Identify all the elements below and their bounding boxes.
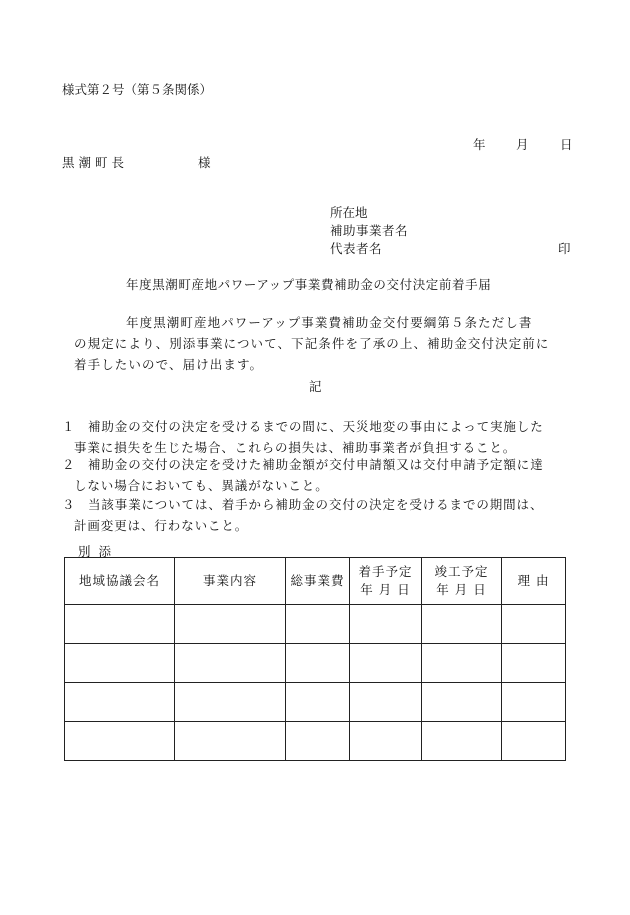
date-year-label: 年 bbox=[473, 137, 486, 152]
table-cell[interactable] bbox=[422, 722, 502, 761]
table-cell[interactable] bbox=[350, 683, 422, 722]
header-total-cost: 総事業費 bbox=[286, 558, 350, 605]
condition-number: ３ bbox=[62, 497, 76, 512]
date-day-label: 日 bbox=[560, 137, 573, 152]
table-cell[interactable] bbox=[286, 644, 350, 683]
header-reason: 理 由 bbox=[502, 558, 566, 605]
table-row bbox=[65, 605, 566, 644]
attachment-label: 別添 bbox=[78, 544, 120, 559]
addressee-honorific: 様 bbox=[198, 155, 211, 170]
table-cell[interactable] bbox=[286, 605, 350, 644]
condition-text-cont: 事業に損失を生じた場合、これらの損失は、補助事業者が負担すること。 bbox=[74, 440, 517, 455]
table-cell[interactable] bbox=[502, 644, 566, 683]
table-cell[interactable] bbox=[175, 605, 286, 644]
applicant-name-label: 補助事業者名 bbox=[330, 223, 409, 238]
condition-item bbox=[62, 454, 582, 496]
body-line-3: 着手したいので、届け出ます。 bbox=[74, 357, 264, 372]
table-header-row bbox=[65, 558, 566, 605]
applicant-representative-label: 代表者名 bbox=[330, 241, 383, 256]
addressee: 黒潮町長 bbox=[62, 155, 129, 170]
condition-text: 補助金の交付の決定を受けるまでの間に、天災地変の事由によって実施した bbox=[88, 419, 544, 434]
table-cell[interactable] bbox=[175, 644, 286, 683]
condition-text-cont: しない場合においても、異議がないこと。 bbox=[74, 478, 329, 493]
table-cell[interactable] bbox=[422, 644, 502, 683]
condition-text: 当該事業については、着手から補助金の交付の決定を受けるまでの期間は、 bbox=[88, 497, 544, 512]
table-cell[interactable] bbox=[65, 605, 175, 644]
header-completion-date: 竣工予定 年 月 日 bbox=[422, 558, 502, 605]
applicant-address-label: 所在地 bbox=[330, 205, 368, 220]
condition-text: 補助金の交付の決定を受けた補助金額が交付申請額又は交付申請予定額に達 bbox=[88, 457, 544, 472]
seal-mark: 印 bbox=[558, 241, 571, 256]
header-start-date: 着手予定 年 月 日 bbox=[350, 558, 422, 605]
condition-number: ２ bbox=[62, 457, 76, 472]
body-line-2: の規定により、別添事業について、下記条件を了承の上、補助金交付決定前に bbox=[74, 336, 550, 351]
table-cell[interactable] bbox=[350, 644, 422, 683]
table-row bbox=[65, 722, 566, 761]
condition-item bbox=[62, 416, 582, 458]
table-row bbox=[65, 644, 566, 683]
header-council-name: 地域協議会名 bbox=[65, 558, 175, 605]
table-cell[interactable] bbox=[350, 722, 422, 761]
table-cell[interactable] bbox=[65, 644, 175, 683]
table-cell[interactable] bbox=[502, 605, 566, 644]
document-title: 年度黒潮町産地パワーアップ事業費補助金の交付決定前着手届 bbox=[126, 277, 492, 292]
table-cell[interactable] bbox=[175, 683, 286, 722]
table-cell[interactable] bbox=[286, 722, 350, 761]
body-paragraph bbox=[74, 312, 580, 375]
table-cell[interactable] bbox=[502, 722, 566, 761]
table-row bbox=[65, 683, 566, 722]
table-cell[interactable] bbox=[175, 722, 286, 761]
table-cell[interactable] bbox=[65, 722, 175, 761]
table-cell[interactable] bbox=[422, 605, 502, 644]
table-cell[interactable] bbox=[502, 683, 566, 722]
condition-number: １ bbox=[62, 419, 76, 434]
table-cell[interactable] bbox=[350, 605, 422, 644]
attachment-table bbox=[64, 557, 566, 761]
body-line-1: 年度黒潮町産地パワーアップ事業費補助金交付要綱第５条ただし書 bbox=[126, 315, 533, 330]
table-cell[interactable] bbox=[286, 683, 350, 722]
ki-heading: 記 bbox=[309, 379, 322, 394]
condition-item bbox=[62, 494, 582, 536]
table-cell[interactable] bbox=[65, 683, 175, 722]
date-month-label: 月 bbox=[516, 137, 529, 152]
header-project-content: 事業内容 bbox=[175, 558, 286, 605]
table-cell[interactable] bbox=[422, 683, 502, 722]
form-number: 様式第２号（第５条関係） bbox=[62, 82, 213, 97]
condition-text-cont: 計画変更は、行わないこと。 bbox=[74, 518, 249, 533]
